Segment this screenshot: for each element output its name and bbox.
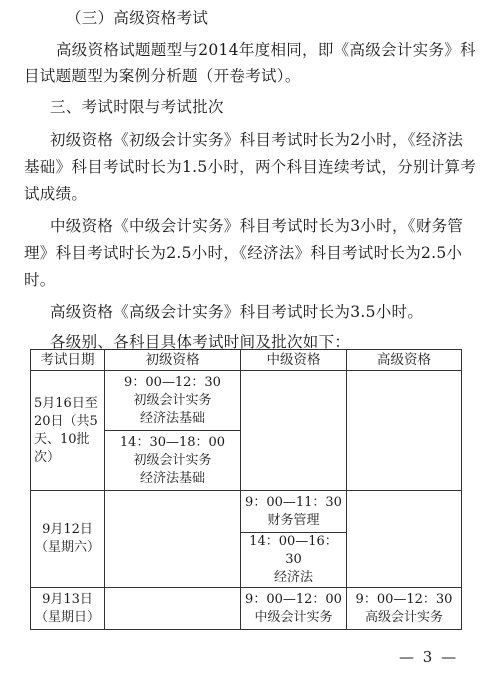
paragraph-line: 高级资格《高级会计实务》科目考试时长为3.5小时。 — [50, 303, 424, 321]
table-row — [31, 371, 462, 431]
junior-afternoon-cell: 14：30—18：00 初级会计实务 经济法基础 — [105, 431, 241, 491]
header-senior: 高级资格 — [347, 350, 462, 371]
mid-afternoon-cell: 14：00—16：30 经济法 — [241, 533, 347, 588]
exam-schedule-table — [30, 349, 462, 630]
paragraph-line: 中级资格《中级会计实务》科目考试时长为3小时，《财务管 — [50, 217, 464, 235]
table-row — [31, 588, 462, 630]
table-intro: 各级别、各科目具体考试时间及批次如下： — [50, 333, 351, 351]
date-cell-may: 5月16日至 20日（共5 天、10批 次） — [31, 371, 105, 491]
paragraph-line: 理》科目考试时长为2.5小时，《经济法》科目考试时长为2.5小 — [24, 244, 463, 262]
paragraph-line: 基础》科目考试时长为1.5小时，两个科目连续考试，分别计算考 — [24, 158, 477, 176]
empty-cell — [105, 588, 241, 630]
mid-sep13-cell: 9：00—12：00 中级会计实务 — [241, 588, 347, 630]
table-header-row — [31, 350, 462, 371]
header-mid: 中级资格 — [241, 350, 347, 371]
paragraph-line: 目试题题型为案例分析题（开卷考试）。 — [24, 67, 301, 85]
header-junior: 初级资格 — [105, 350, 241, 371]
empty-cell — [105, 491, 241, 588]
empty-cell — [241, 371, 347, 491]
page-number: — 3 — — [399, 648, 459, 666]
junior-morning-cell: 9：00—12：30 初级会计实务 经济法基础 — [105, 371, 241, 431]
paragraph-line: 高级资格试题题型与2014年度相同，即《高级会计实务》科 — [56, 41, 476, 59]
paragraph-line: 试成绩。 — [24, 185, 88, 203]
date-cell-sep12: 9月12日 （星期六） — [31, 491, 105, 588]
mid-morning-cell: 9：00—11：30 财务管理 — [241, 491, 347, 533]
empty-cell — [347, 491, 462, 588]
table-row — [31, 491, 462, 533]
heading-exam-time: 三、考试时限与考试批次 — [50, 98, 224, 116]
empty-cell — [347, 371, 462, 491]
heading-senior-exam: （三）高级资格考试 — [66, 9, 209, 27]
paragraph-line: 时。 — [24, 271, 56, 289]
paragraph-line: 初级资格《初级会计实务》科目考试时长为2小时，《经济法 — [50, 131, 464, 149]
date-cell-sep13: 9月13日 （星期日） — [31, 588, 105, 630]
senior-sep13-cell: 9：00—12：30 高级会计实务 — [347, 588, 462, 630]
header-date: 考试日期 — [31, 350, 105, 371]
